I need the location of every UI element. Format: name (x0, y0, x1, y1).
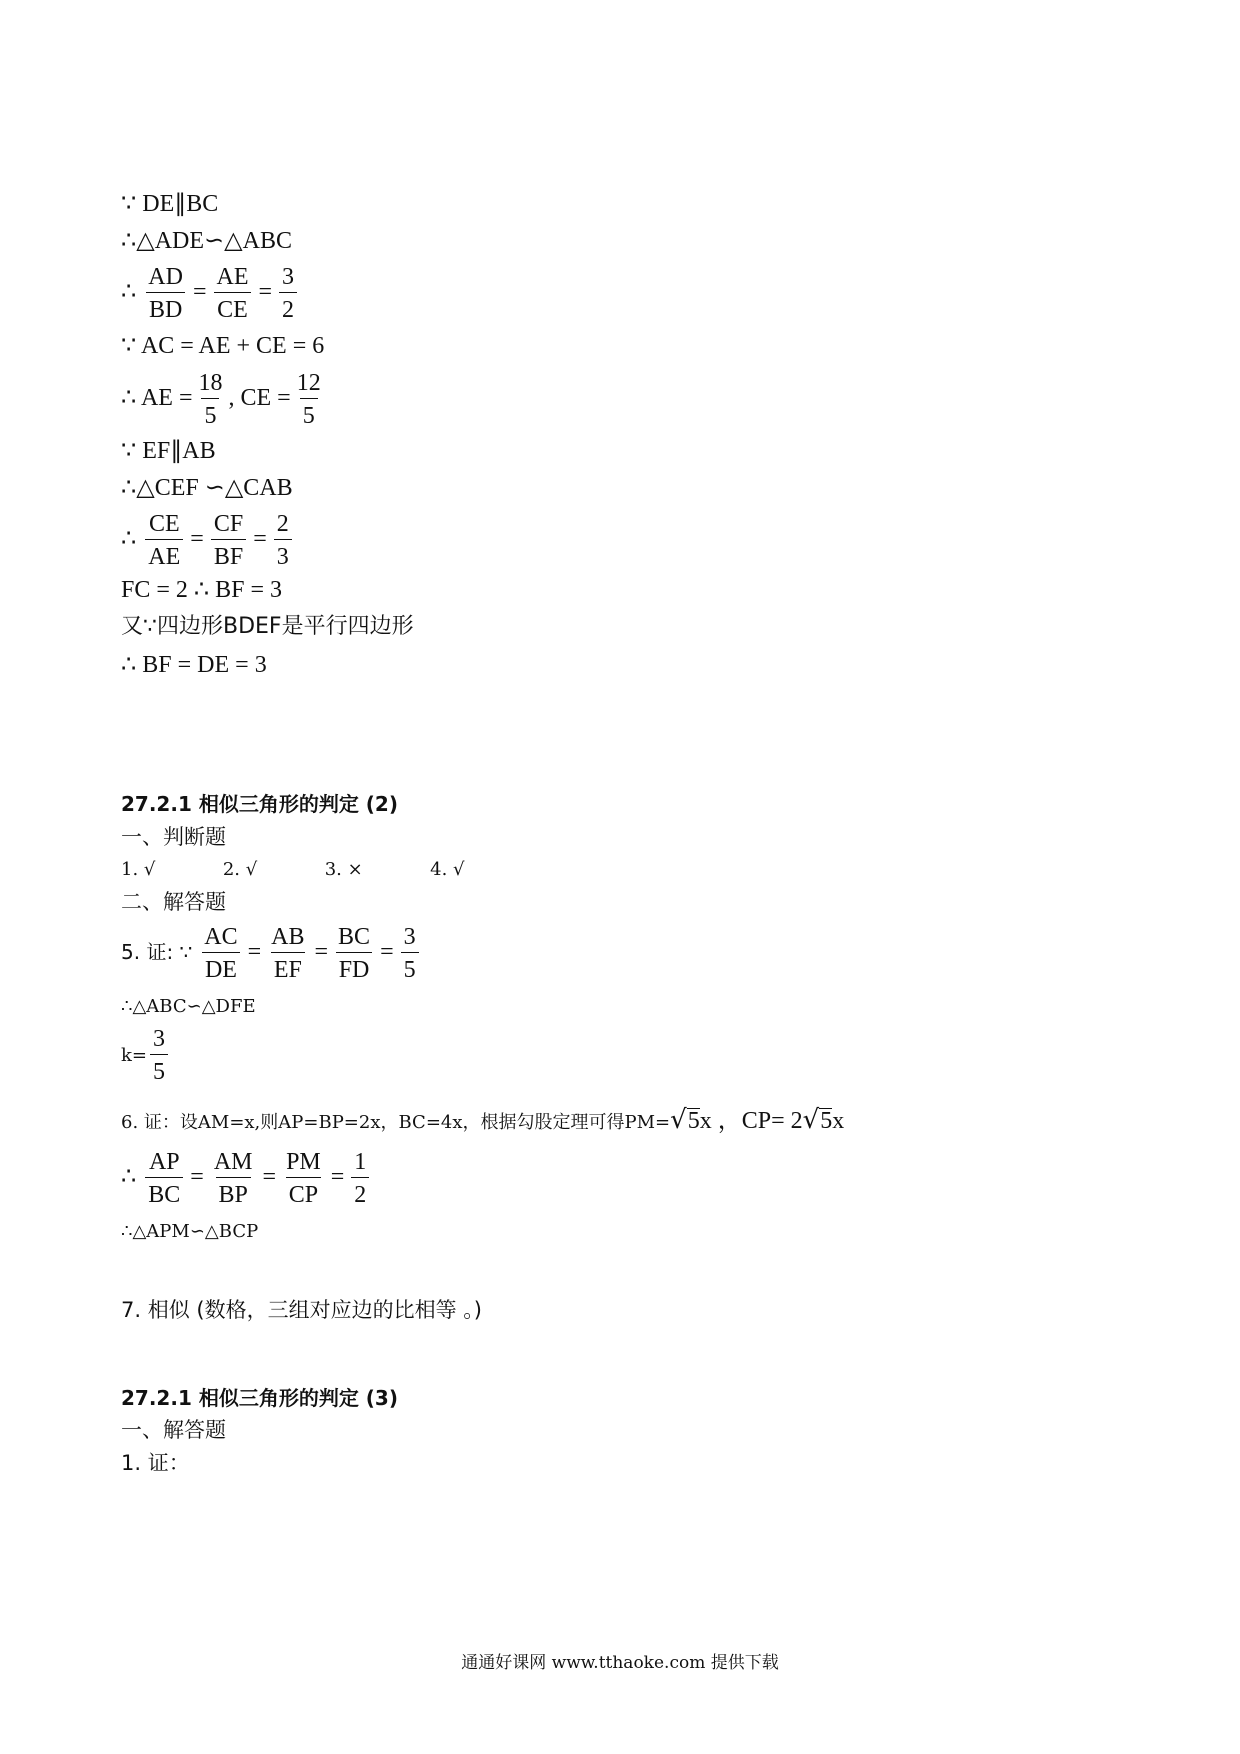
section-title-2: 27.2.1 相似三角形的判定 (2) (121, 792, 398, 816)
line-k-value: k= $\frac{3}{5}$ (121, 1025, 171, 1086)
line-triangle-similar-ade-abc: ∴△ADE∽△ABC (121, 228, 292, 254)
line-triangle-similar-cef-cab: ∴△CEF ∽△CAB (121, 475, 293, 501)
fraction-cf-bf: $\frac{CF}{BF}$ (211, 510, 246, 571)
answer-4: 4. √ (430, 859, 465, 880)
fraction-12-5: $\frac{12}{5}$ (296, 370, 321, 429)
fraction-3-2: $\frac{3}{2}$ (279, 263, 297, 324)
question-5: 5. 证: ∵ $\frac{AC}{DE}$ = $\frac{AB}{EF}$ = $\frac{BC}{FD}$ = $\frac{3}{5}$ (121, 923, 422, 984)
line-de-parallel-bc: ∵ DE∥BC (121, 191, 219, 217)
fraction-ae-ce: $\frac{AE}{CE}$ (214, 263, 252, 324)
line-fc-bf: FC = 2 ∴ BF = 3 (121, 577, 283, 603)
line-ratio-ad-bd: ∴ $\frac{AD}{BD}$ = $\frac{AE}{CE}$ = $\frac{3}{2}$ (121, 263, 300, 324)
subheading-solutions-3: 一、解答题 (121, 1418, 226, 1442)
line-ae-ce-values: ∴ AE = $\frac{18}{5}$ , CE = $\frac{12}{5}$ (121, 369, 327, 430)
fraction-ap-bc: $\frac{AP}{BC}$ (145, 1148, 183, 1209)
fraction-ac-de: $\frac{AC}{DE}$ (201, 923, 240, 984)
therefore-symbol: ∴ (121, 279, 137, 306)
subheading-solutions: 二、解答题 (121, 890, 226, 914)
line-ratio-ce-ae: ∴ $\frac{CE}{AE}$ = $\frac{CF}{BF}$ = $\frac{2}{3}$ (121, 510, 295, 571)
fraction-k: $\frac{3}{5}$ (150, 1025, 168, 1086)
answer-3: 3. × (324, 859, 363, 880)
line-ac-sum: ∵ AC = AE + CE = 6 (121, 333, 325, 359)
fraction-am-bp: $\frac{AM}{BP}$ (213, 1149, 253, 1208)
fraction-2-3: $\frac{2}{3}$ (274, 510, 292, 571)
line-parallelogram: 又∵四边形BDEF是平行四边形 (121, 614, 414, 639)
fraction-1-2: $\frac{1}{2}$ (351, 1148, 369, 1209)
question-1-proof: 1. 证： (121, 1451, 190, 1475)
fraction-3-5: $\frac{3}{5}$ (401, 923, 419, 984)
line-ef-parallel-ab: ∵ EF∥AB (121, 438, 216, 464)
line-abc-similar-dfe: ∴△ABC∽△DFE (121, 996, 256, 1017)
section-title-3: 27.2.1 相似三角形的判定 (3) (121, 1386, 398, 1410)
fraction-ce-ae: $\frac{CE}{AE}$ (145, 510, 183, 571)
line-bf-de: ∴ BF = DE = 3 (121, 652, 267, 678)
fraction-ad-bd: $\frac{AD}{BD}$ (145, 263, 186, 324)
judgement-answers (121, 856, 465, 884)
answer-2: 2. √ (222, 859, 258, 880)
fraction-18-5: $\frac{18}{5}$ (198, 370, 223, 429)
subheading-judgement: 一、判断题 (121, 825, 226, 849)
line-ratio-ap-bc: ∴ $\frac{AP}{BC}$ = $\frac{AM}{BP}$ = $\frac{PM}{CP}$ = $\frac{1}{2}$ (121, 1148, 372, 1209)
answer-1: 1. √ (121, 859, 156, 880)
line-apm-similar-bcp: ∴△APM∽△BCP (121, 1221, 259, 1242)
question-7: 7. 相似 (数格，三组对应边的比相等 。) (121, 1298, 482, 1322)
fraction-ab-ef: $\frac{AB}{EF}$ (271, 924, 305, 983)
fraction-bc-fd: $\frac{BC}{FD}$ (335, 923, 373, 984)
question-6: 6. 证：设AM=x,则AP=BP=2x，BC=4x，根据勾股定理可得PM=√5x ，CP= 2√5x (121, 1105, 845, 1135)
page-footer: 通通好课网 www.tthaoke.com 提供下载 (461, 1653, 779, 1673)
fraction-pm-cp: $\frac{PM}{CP}$ (286, 1149, 321, 1208)
